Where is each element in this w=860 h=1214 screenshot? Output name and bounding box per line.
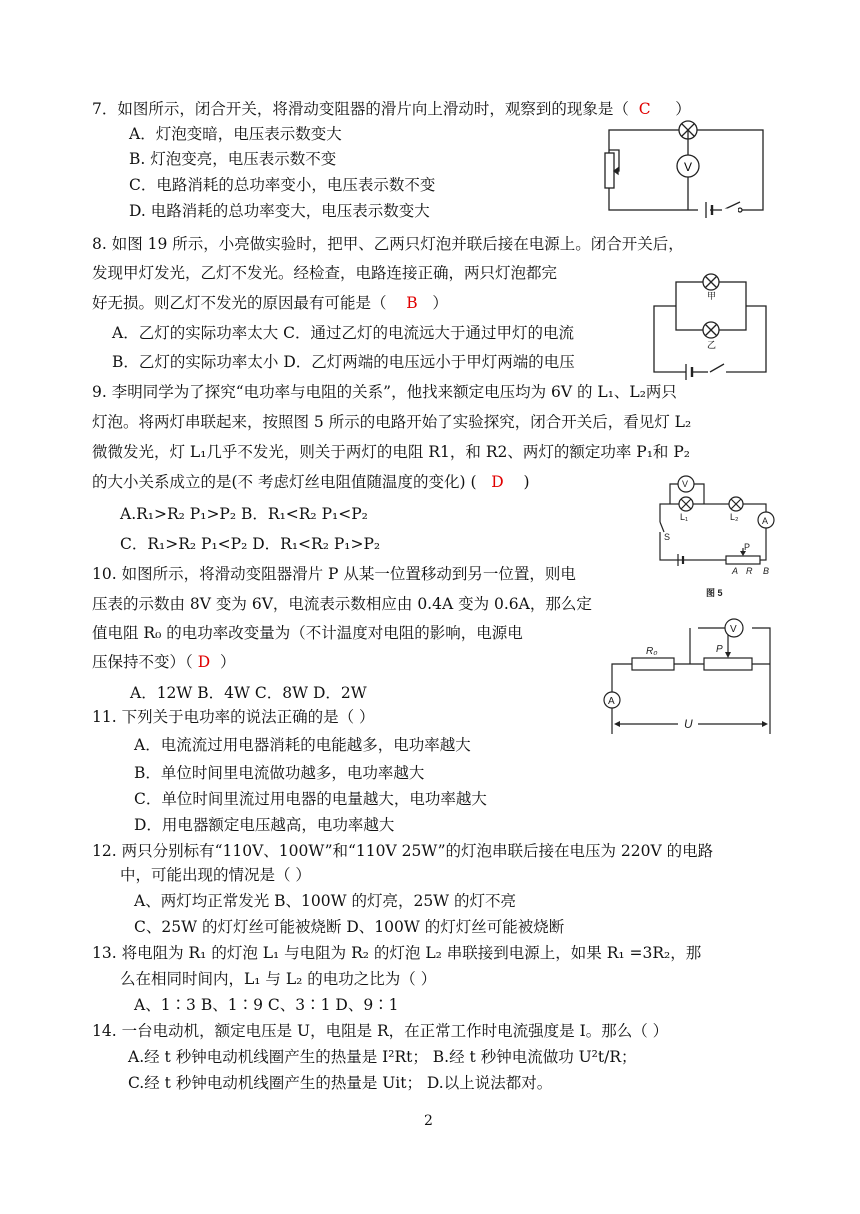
q12-options-row1: A、两灯均正常发光 B、100W 的灯亮，25W 的灯不亮 — [134, 892, 517, 910]
q9-line4 — [92, 471, 530, 493]
q9-line4-close: ) — [523, 473, 530, 491]
q8-line3-text: 好无损。则乙灯不发光的原因最有可能是（ — [92, 294, 387, 312]
q8-options-row2: B．乙灯的实际功率太小 D．乙灯两端的电压远小于甲灯两端的电压 — [112, 353, 575, 371]
q9-options-row2: C．R₁>R₂ P₁<P₂ D．R₁<R₂ P₁>P₂ — [120, 535, 381, 553]
q7-option-b: B. 灯泡变亮，电压表示数不变 — [129, 150, 337, 168]
q9-line1: 9. 李明同学为了探究“电功率与电阻的关系”，他找来额定电压均为 6V 的 L₁、L₂两只 — [92, 383, 677, 401]
q12-options-row2: C、25W 的灯灯丝可能被烧断 D、100W 的灯灯丝可能被烧断 — [134, 918, 565, 936]
q9-figure-caption: 图 5 — [706, 588, 723, 598]
q9-rheostat-b-label: B — [763, 566, 770, 576]
q7-stem-line — [92, 98, 691, 120]
q10-line3: 值电阻 R₀ 的电功率改变量为（不计温度对电阻的影响，电源电 — [92, 624, 523, 642]
q9-line3: 微微发光，灯 L₁几乎不发光，则关于两灯的电阻 R1，和 R2、两灯的额定功率 P₁和 P₂ — [92, 443, 690, 461]
q14-options-row1: A.经 t 秒钟电动机线圈产生的热量是 I²Rt； B.经 t 秒钟电流做功 U²t/R； — [128, 1048, 637, 1066]
q9-options-row1: A.R₁>R₂ P₁>P₂ B．R₁<R₂ P₁<P₂ — [120, 505, 368, 523]
q10-line4-close: ） — [220, 653, 236, 671]
q12-line1: 12. 两只分别标有“110V、100W”和“110V 25W”的灯泡串联后接在电压为 220V 的电路 — [92, 842, 714, 860]
q9-l1-label: L₁ — [680, 512, 689, 522]
q8-line1: 8. 如图 19 所示，小亮做实验时，把甲、乙两只灯泡并联后接在电源上。闭合开关后， — [92, 235, 684, 253]
q9-circuit-figure — [648, 472, 778, 606]
q13-options: A、1∶3 B、1∶9 C、3∶1 D、9∶1 — [134, 996, 399, 1014]
q11-stem: 11. 下列关于电功率的说法正确的是（ ） — [92, 708, 375, 726]
q9-rheostat-r-label: R — [746, 566, 753, 576]
q7-option-d: D. 电路消耗的总功率变大，电压表示数变大 — [129, 202, 430, 220]
q11-option-c: C．单位时间里流过用电器的电量越大，电功率越大 — [134, 790, 487, 808]
q7-option-c: C．电路消耗的总功率变小，电压表示数不变 — [129, 176, 436, 194]
q11-option-a: A．电流流过用电器消耗的电能越多，电功率越大 — [134, 736, 471, 754]
q7-option-a: A．灯泡变暗，电压表示数变大 — [129, 125, 342, 143]
q14-line1: 14. 一台电动机，额定电压是 U，电阻是 R，在正常工作时电流强度是 I。那么（ ） — [92, 1022, 669, 1040]
q10-line2: 压表的示数由 8V 变为 6V，电流表示数相应由 0.4A 变为 0.6A，那么定 — [92, 595, 592, 613]
q8-lamp-jia-label: 甲 — [707, 291, 717, 301]
q10-options: A．12W B．4W C．8W D．2W — [130, 684, 367, 702]
q13-line2: 么在相同时间内，L₁ 与 L₂ 的电功之比为（ ） — [120, 970, 437, 988]
q9-voltmeter-label: V — [682, 479, 689, 489]
q8-lamp-yi-label: 乙 — [707, 340, 717, 350]
q9-line4-text: 的大小关系成立的是(不 考虑灯丝电阻值随温度的变化) ( — [92, 473, 477, 491]
q8-options-row1: A．乙灯的实际功率太大 C．通过乙灯的电流远大于通过甲灯的电流 — [112, 324, 574, 342]
page-number: 2 — [424, 1113, 433, 1129]
q9-l2-label: L₂ — [730, 512, 739, 522]
q9-ammeter-label: A — [762, 516, 769, 526]
q7-close: ） — [675, 100, 691, 118]
q14-options-row2: C.经 t 秒钟电动机线圈产生的热量是 Uit； D.以上说法都对。 — [128, 1074, 553, 1092]
q10-line1: 10. 如图所示，将滑动变阻器滑片 P 从某一位置移动到另一位置，则电 — [92, 565, 576, 583]
q10-ammeter-label: A — [608, 696, 615, 707]
q9-rheostat-a-label: A — [732, 566, 739, 576]
q11-option-b: B．单位时间里电流做功越多，电功率越大 — [134, 764, 425, 782]
q10-slider-label: P — [716, 644, 723, 655]
q10-line4 — [92, 651, 236, 673]
q8-line3-close: ） — [432, 294, 448, 312]
q12-line2: 中，可能出现的情况是（ ） — [120, 866, 311, 884]
q9-slider-label: P — [744, 542, 751, 552]
q10-voltage-label: U — [684, 717, 693, 731]
q7-answer: C — [638, 100, 651, 118]
q7-stem: 7．如图所示，闭合开关，将滑动变阻器的滑片向上滑动时，观察到的现象是（ — [92, 100, 629, 118]
q8-line2: 发现甲灯发光，乙灯不发光。经检查，电路连接正确，两只灯泡都完 — [92, 264, 558, 282]
q9-switch-label: S — [664, 532, 671, 542]
q10-r0-label: R₀ — [646, 646, 658, 657]
q10-line4-text: 压保持不变）（ — [92, 653, 193, 671]
q10-circuit-figure — [598, 616, 774, 744]
q8-circuit-figure — [648, 268, 772, 384]
q7-circuit-figure — [600, 118, 772, 222]
q7-voltmeter-label: V — [684, 160, 693, 174]
q13-line1: 13. 将电阻为 R₁ 的灯泡 L₁ 与电阻为 R₂ 的灯泡 L₂ 串联接到电源上，如果 R₁ =3R₂，那 — [92, 944, 702, 962]
q11-option-d: D．用电器额定电压越高，电功率越大 — [134, 816, 395, 834]
q8-line3 — [92, 292, 448, 314]
q9-line2: 灯泡。将两灯串联起来，按照图 5 所示的电路开始了实验探究，闭合开关后，看见灯 L₂ — [92, 413, 692, 431]
q8-answer: B — [406, 294, 418, 312]
q9-answer: D — [491, 473, 504, 491]
q10-voltmeter-label: V — [730, 624, 737, 635]
q10-answer: D — [197, 653, 211, 671]
